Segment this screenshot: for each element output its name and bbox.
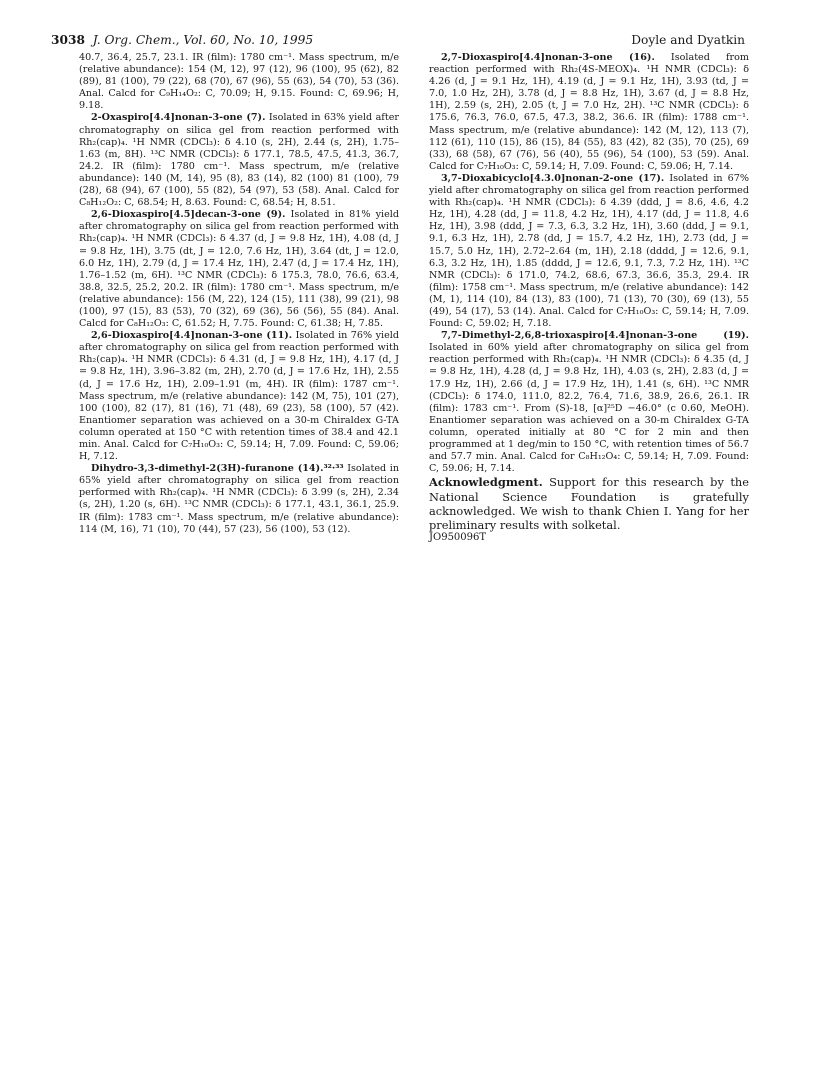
page-number: 3038 [51, 33, 85, 47]
compound-name: 2,6-Dioxaspiro[4.4]nonan-3-one (11). [91, 330, 293, 342]
compound-entry [79, 330, 399, 463]
compound-data: Isolated in 76% yield after chromatography on silica gel from reaction performed with Rh₂(cap)₄. ¹H NMR (CDCl₃): δ 4.31 (d, J = 9.8 Hz, 1H), 4.17 (d, J = 9.8 Hz, 1H), 3.96–3.82 (m, 2H), 2.70 (d, J = 17.6 Hz, 1H), 2.55 (d, J = 17.6 Hz, 1H), 2.09–1.91 (m, 4H). IR (film): 1787 cm⁻¹. Mass spectrum, m/e (relative abundance): 142 (M, 75), 101 (27), 100 (100), 82 (17), 81 (16), 71 (48), 69 (23), 58 (100), 57 (42). Enantiomer separation was achieved on a 30-m Chiraldex G-TA column operated at 150 °C with retention times of 38.4 and 42.1 min. Anal. Calcd for C₇H₁₀O₃: C, 59.14; H, 7.09. Found: C, 59.06; H, 7.12. [79, 330, 399, 463]
acknowledgment-heading: Acknowledgment. [429, 475, 543, 490]
compound-entry [429, 52, 749, 173]
compound-entry [79, 209, 399, 330]
continuation-paragraph: 40.7, 36.4, 25.7, 23.1. IR (film): 1780 cm⁻¹. Mass spectrum, m/e (relative abundance): 154 (M, 12), 97 (12), 96 (100), 95 (62), 82 (89), 81 (100), 79 (22), 68 (70), 67 (96), 55 (63), 54 (70), 53 (36). Anal. Calcd for C₉H₁₄O₂: C, 70.09; H, 9.15. Found: C, 69.96; H, 9.18. [79, 52, 399, 112]
compound-name: 7,7-Dimethyl-2,6,8-trioxaspiro[4.4]nonan-3-one (19). [441, 330, 749, 342]
compound-data: Isolated in 81% yield after chromatography on silica gel from reaction performed with Rh₂(cap)₄. ¹H NMR (CDCl₃): δ 4.37 (d, J = 9.8 Hz, 1H), 4.08 (d, J = 9.8 Hz, 1H), 3.75 (dt, J = 12.0, 7.6 Hz, 1H), 3.64 (dt, J = 12.0, 6.0 Hz, 1H), 2.79 (d, J = 17.4 Hz, 1H), 2.47 (d, J = 17.4 Hz, 1H), 1.76–1.52 (m, 6H). ¹³C NMR (CDCl₃): δ 175.3, 78.0, 76.6, 63.4, 38.8, 32.5, 25.2, 20.2. IR (film): 1780 cm⁻¹. Mass spectrum, m/e (relative abundance): 156 (M, 22), 124 (15), 111 (38), 99 (21), 98 (100), 97 (15), 83 (53), 70 (32), 69 (36), 56 (56), 55 (84). Anal. Calcd for C₈H₁₂O₃: C, 61.52; H, 7.75. Found: C, 61.38; H, 7.85. [79, 209, 399, 330]
compound-entry [429, 330, 749, 475]
compound-name: Dihydro-3,3-dimethyl-2(3H)-furanone (14).³²·³³ [91, 463, 344, 475]
compound-name: 2,6-Dioxaspiro[4.5]decan-3-one (9). [91, 209, 286, 221]
compound-name: 2-Oxaspiro[4.4]nonan-3-one (7). [91, 112, 266, 124]
compound-data: Isolated from reaction performed with Rh₂(4S-MEOX)₄. ¹H NMR (CDCl₃): δ 4.26 (d, J = 9.1 Hz, 1H), 4.19 (d, J = 9.1 Hz, 1H), 3.93 (td, J = 7.0, 1.0 Hz, 2H), 3.78 (d, J = 8.8 Hz, 1H), 3.67 (d, J = 8.8 Hz, 1H), 2.59 (s, 2H), 2.05 (t, J = 7.0 Hz, 2H). ¹³C NMR (CDCl₃): δ 175.6, 76.3, 76.0, 67.5, 47.3, 38.2, 36.6. IR (film): 1788 cm⁻¹. Mass spectrum, m/e (relative abundance): 142 (M, 12), 113 (7), 112 (61), 110 (15), 86 (15), 84 (55), 83 (42), 82 (35), 70 (25), 69 (33), 68 (58), 67 (76), 56 (40), 55 (96), 54 (100), 53 (59). Anal. Calcd for C₇H₁₀O₃: C, 59.14; H, 7.09. Found: C, 59.06; H, 7.14. [429, 52, 750, 172]
compound-data: Isolated in 63% yield after chromatography on silica gel from reaction performed with Rh₂(cap)₄. ¹H NMR (CDCl₃): δ 4.10 (s, 2H), 2.44 (s, 2H), 1.75–1.63 (m, 8H). ¹³C NMR (CDCl₃): δ 177.1, 78.5, 47.5, 41.3, 36.7, 24.2. IR (film): 1780 cm⁻¹. Mass spectrum, m/e (relative abundance): 140 (M, 14), 95 (8), 83 (14), 82 (100) 81 (100), 79 (28), 68 (94), 67 (100), 55 (82), 54 (97), 53 (58). Anal. Calcd for C₈H₁₂O₂: C, 68.54; H, 8.63. Found: C, 68.54; H, 8.51. [79, 112, 399, 209]
right-column [429, 52, 749, 544]
compound-name: 3,7-Dioxabicyclo[4.3.0]nonan-2-one (17). [441, 172, 665, 184]
compound-data: Isolated in 60% yield after chromatography on silica gel from reaction performed with Rh₂(cap)₄. ¹H NMR (CDCl₃): δ 4.35 (d, J = 9.8 Hz, 1H), 4.28 (d, J = 9.8 Hz, 1H), 4.03 (s, 2H), 2.83 (d, J = 17.9 Hz, 1H), 2.66 (d, J = 17.9 Hz, 1H), 1.41 (s, 6H). ¹³C NMR (CDCl₃): δ 174.0, 111.0, 82.2, 76.4, 71.6, 38.9, 26.6, 26.1. IR (film): 1783 cm⁻¹. From (S)-18, [α]²⁵D −46.0° (c 0.60, MeOH). Enantiomer separation was achieved on a 30-m Chiraldex G-TA column, operated initially at 80 °C for 2 min and then programmed at 1 deg/min to 150 °C, with retention times of 56.7 and 57.7 min. Anal. Calcd for C₈H₁₂O₄: C, 59.14; H, 7.09. Found: C, 59.06; H, 7.14. [429, 342, 749, 475]
compound-data: Isolated in 67% yield after chromatography on silica gel from reaction performed with Rh₂(cap)₄. ¹H NMR (CDCl₃): δ 4.39 (ddd, J = 8.6, 4.6, 4.2 Hz, 1H), 4.28 (dd, J = 11.8, 4.2 Hz, 1H), 4.17 (dd, J = 11.8, 4.6 Hz, 1H), 3.98 (ddd, J = 7.3, 6.3, 3.2 Hz, 1H), 3.60 (ddd, J = 9.1, 9.1, 6.3 Hz, 1H), 2.78 (dd, J = 15.7, 4.2 Hz, 1H), 2.73 (dd, J = 15.7, 5.0 Hz, 1H), 2.72–2.64 (m, 1H), 2.18 (dddd, J = 12.6, 9.1, 6.3, 3.2 Hz, 1H), 1.85 (dddd, J = 12.6, 9.1, 7.3, 7.2 Hz, 1H). ¹³C NMR (CDCl₃): δ 171.0, 74.2, 68.6, 67.3, 36.6, 35.3, 29.4. IR (film): 1758 cm⁻¹. Mass spectrum, m/e (relative abundance): 142 (M, 1), 114 (10), 84 (13), 83 (100), 71 (13), 70 (30), 69 (13), 55 (49), 54 (17), 53 (14). Anal. Calcd for C₇H₁₀O₃: C, 59.14; H, 7.09. Found: C, 59.02; H, 7.18. [429, 172, 749, 330]
acknowledgment-paragraph [429, 475, 749, 532]
compound-entry [429, 173, 749, 330]
journal-citation: J. Org. Chem., Vol. 60, No. 10, 1995 [92, 33, 314, 47]
document-id: JO950096T [429, 532, 487, 544]
running-header [51, 33, 745, 51]
compound-name: 2,7-Dioxaspiro[4.4]nonan-3-one (16). [441, 52, 655, 63]
left-column [79, 52, 399, 536]
compound-entry [79, 463, 399, 536]
running-authors: Doyle and Dyatkin [631, 33, 745, 47]
compound-entry [79, 112, 399, 209]
compound-data: Isolated in 65% yield after chromatography on silica gel from reaction performed with Rh₂(cap)₄. ¹H NMR (CDCl₃): δ 3.99 (s, 2H), 2.34 (s, 2H), 1.20 (s, 6H). ¹³C NMR (CDCl₃): δ 177.1, 43.1, 36.1, 25.9. IR (film): 1783 cm⁻¹. Mass spectrum, m/e (relative abundance): 114 (M, 16), 71 (10), 70 (44), 57 (23), 56 (100), 53 (12). [79, 463, 399, 535]
acknowledgment-text: Support for this research by the National Science Foundation is gratefully acknowledged. We wish to thank Chien I. Yang for her preliminary results with solketal. [429, 475, 749, 533]
